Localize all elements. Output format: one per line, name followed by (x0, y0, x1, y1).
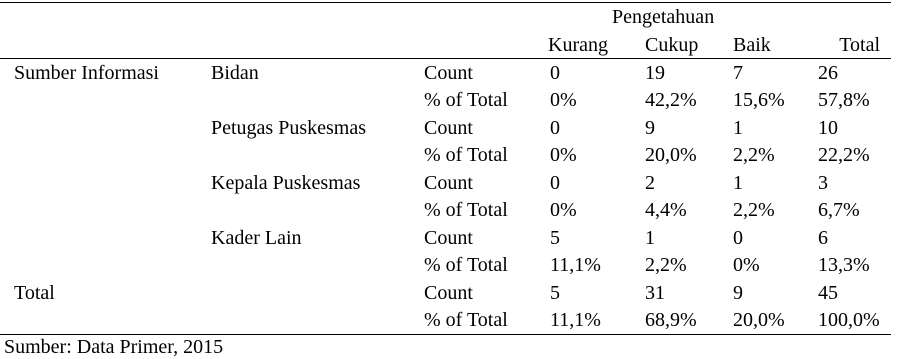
row-name-kepala-puskesmas: Kepala Puskesmas (211, 172, 361, 194)
cell-total: 6,7% (818, 199, 860, 221)
row-name-bidan: Bidan (211, 62, 259, 84)
cell-kurang: 11,1% (550, 309, 601, 331)
cell-total: 57,8% (818, 89, 870, 111)
col-header-cukup: Cukup (645, 34, 699, 56)
stat-label-pct: % of Total (424, 254, 508, 276)
cell-kurang: 11,1% (550, 254, 601, 276)
stat-label-pct: % of Total (424, 199, 508, 221)
row-group-label: Sumber Informasi (14, 62, 159, 84)
cell-cukup: 4,4% (645, 199, 687, 221)
cell-baik: 2,2% (733, 199, 775, 221)
cell-kurang: 0% (550, 89, 577, 111)
cell-cukup: 1 (645, 227, 655, 249)
cell-baik: 1 (733, 172, 743, 194)
cell-total: 26 (818, 62, 838, 84)
cell-total: 22,2% (818, 144, 870, 166)
cell-baik: 2,2% (733, 144, 775, 166)
stat-label-pct: % of Total (424, 309, 508, 331)
pengetahuan-group-header: Pengetahuan (612, 6, 715, 28)
header-bottom-rule (0, 58, 891, 59)
stat-label-pct: % of Total (424, 89, 508, 111)
stat-label-count: Count (424, 282, 473, 304)
stat-label-count: Count (424, 227, 473, 249)
cell-baik: 9 (733, 282, 743, 304)
col-header-total: Total (839, 34, 880, 56)
cell-baik: 1 (733, 117, 743, 139)
cell-kurang: 5 (550, 282, 560, 304)
cell-total: 10 (818, 117, 838, 139)
cell-baik: 7 (733, 62, 743, 84)
row-name-total: Total (14, 282, 55, 304)
stat-label-count: Count (424, 117, 473, 139)
cell-kurang: 5 (550, 227, 560, 249)
cell-total: 100,0% (818, 309, 880, 331)
cell-cukup: 2,2% (645, 254, 687, 276)
cell-kurang: 0 (550, 172, 560, 194)
cell-cukup: 19 (645, 62, 665, 84)
stat-label-count: Count (424, 172, 473, 194)
col-header-kurang: Kurang (548, 34, 608, 56)
cell-baik: 20,0% (733, 309, 785, 331)
cell-cukup: 68,9% (645, 309, 697, 331)
cell-kurang: 0 (550, 117, 560, 139)
cell-cukup: 2 (645, 172, 655, 194)
cell-cukup: 42,2% (645, 89, 697, 111)
cell-cukup: 9 (645, 117, 655, 139)
cell-kurang: 0% (550, 199, 577, 221)
cell-kurang: 0 (550, 62, 560, 84)
source-note: Sumber: Data Primer, 2015 (4, 336, 224, 358)
stat-label-pct: % of Total (424, 144, 508, 166)
cell-baik: 0% (733, 254, 760, 276)
cell-total: 45 (818, 282, 838, 304)
row-name-petugas-puskesmas: Petugas Puskesmas (211, 117, 366, 139)
cell-baik: 0 (733, 227, 743, 249)
cell-total: 3 (818, 172, 828, 194)
row-name-kader-lain: Kader Lain (211, 227, 302, 249)
col-header-baik: Baik (733, 34, 771, 56)
cell-baik: 15,6% (733, 89, 785, 111)
stat-label-count: Count (424, 62, 473, 84)
cell-cukup: 20,0% (645, 144, 697, 166)
cell-kurang: 0% (550, 144, 577, 166)
cell-total: 13,3% (818, 254, 870, 276)
table-top-rule (0, 2, 891, 3)
cell-total: 6 (818, 227, 828, 249)
cell-cukup: 31 (645, 282, 665, 304)
